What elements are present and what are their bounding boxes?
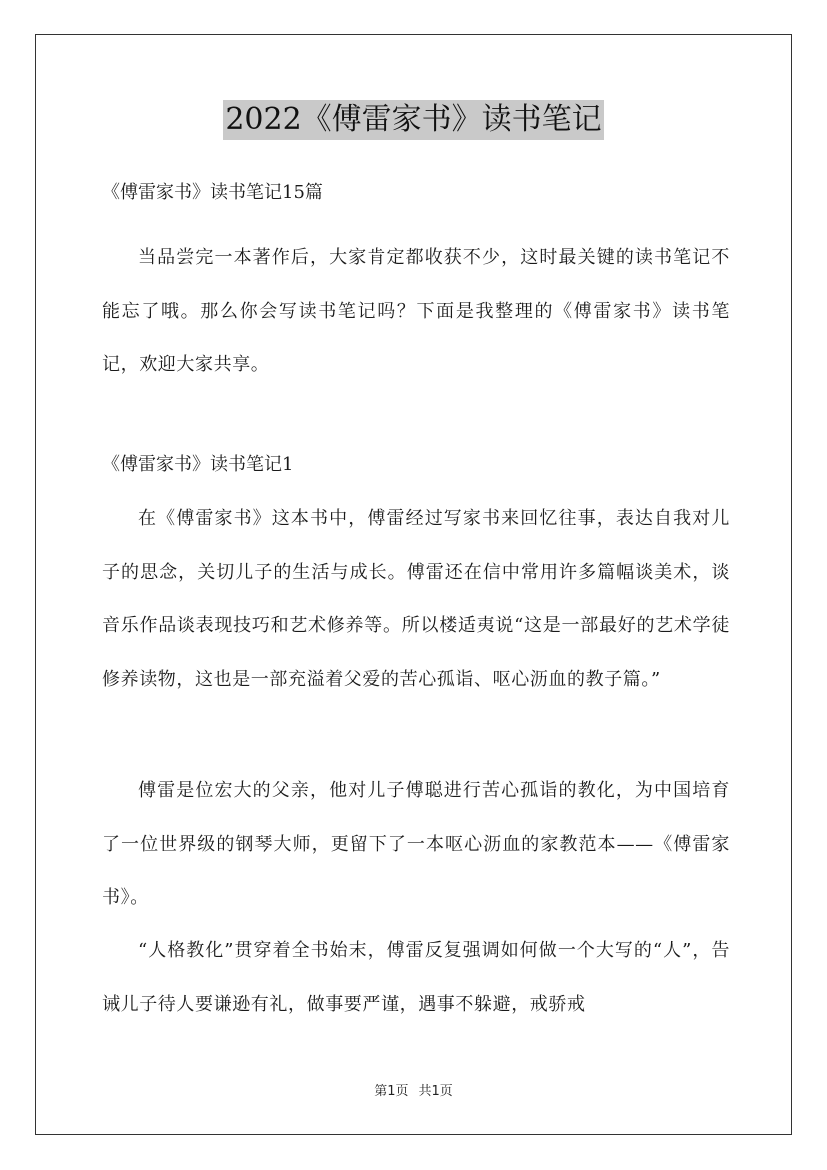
body-paragraph-1: 在《傅雷家书》这本书中，傅雷经过写家书来回忆往事，表达自我对儿子的思念，关切儿子的生活与成长。傅雷还在信中常用许多篇幅谈美术，谈音乐作品谈表现技巧和艺术修养等。所以楼适夷说“这是一部最好的艺术学徒修养读物，这也是一部充溢着父爱的苦心孤诣、呕心沥血的教子篇。” [102,508,730,690]
intro-paragraph: 当品尝完一本著作后，大家肯定都收获不少，这时最关键的读书笔记不能忘了哦。那么你会写读书笔记吗？下面是我整理的《傅雷家书》读书笔记，欢迎大家共享。 [102,247,730,375]
title-container [0,100,827,140]
body-paragraph-3: “人格教化”贯穿着全书始末，傅雷反复强调如何做一个大写的“人”，告诫儿子待人要谦逊有礼，做事要严谨，遇事不躲避，戒骄戒 [102,940,730,1015]
section-heading: 《傅雷家书》读书笔记1 [102,454,294,475]
document-subtitle: 《傅雷家书》读书笔记15篇 [102,182,323,203]
body-paragraph-2: 傅雷是位宏大的父亲，他对儿子傅聪进行苦心孤诣的教化，为中国培育了一位世界级的钢琴大师，更留下了一本呕心沥血的家教范本——《傅雷家书》。 [102,780,730,908]
page-footer [0,1083,827,1101]
page-number-current: 第1页 [374,1084,409,1099]
page-number-total: 共1页 [418,1084,453,1099]
document-title: 2022《傅雷家书》读书笔记 [223,100,603,140]
